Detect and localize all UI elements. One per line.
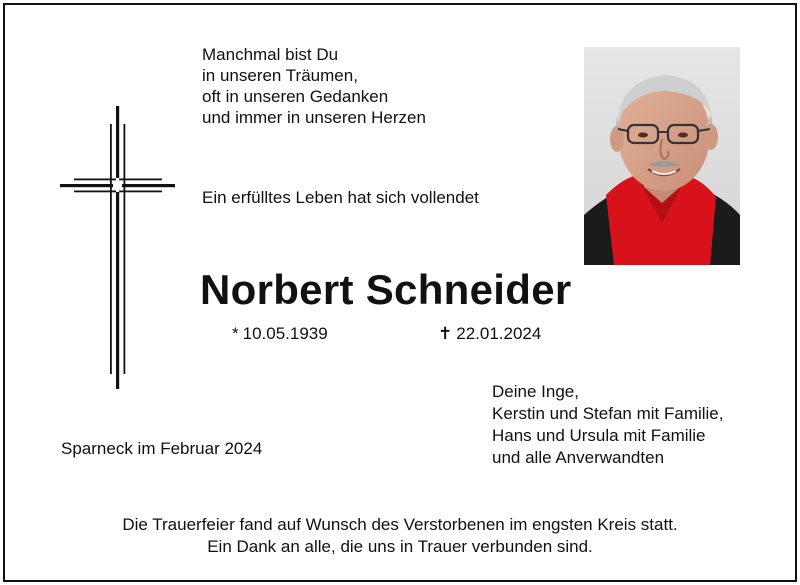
birth-date-value: 10.05.1939 [242, 324, 328, 343]
closing-line: Die Trauerfeier fand auf Wunsch des Verstorbenen im engsten Kreis statt. [122, 515, 678, 534]
poem-line: und immer in unseren Herzen [202, 108, 426, 127]
place-and-date: Sparneck im Februar 2024 [61, 439, 263, 458]
mourner-line: und alle Anverwandten [492, 448, 665, 467]
mourner-line: Hans und Ursula mit Familie [492, 426, 706, 445]
portrait-photo [584, 47, 740, 265]
death-date-value: 22.01.2024 [456, 324, 542, 343]
poem [202, 44, 426, 128]
poem-line: in unseren Träumen, [202, 66, 358, 85]
closing-line: Ein Dank an alle, die uns in Trauer verbunden sind. [207, 537, 593, 556]
death-date [438, 324, 541, 344]
poem-line: oft in unseren Gedanken [202, 87, 389, 106]
mourners-list [492, 381, 723, 469]
death-cross-symbol: ✝ [438, 324, 453, 343]
cross-icon [58, 106, 178, 391]
poem-line: Manchmal bist Du [202, 45, 339, 64]
fulfilled-life-text: Ein erfülltes Leben hat sich vollendet [202, 188, 479, 207]
birth-date [232, 324, 328, 344]
deceased-name: Norbert Schneider [200, 266, 572, 313]
closing-notice [0, 514, 800, 558]
birth-symbol: * [232, 324, 239, 343]
mourner-line: Deine Inge, [492, 382, 579, 401]
mourner-line: Kerstin und Stefan mit Familie, [492, 404, 724, 423]
